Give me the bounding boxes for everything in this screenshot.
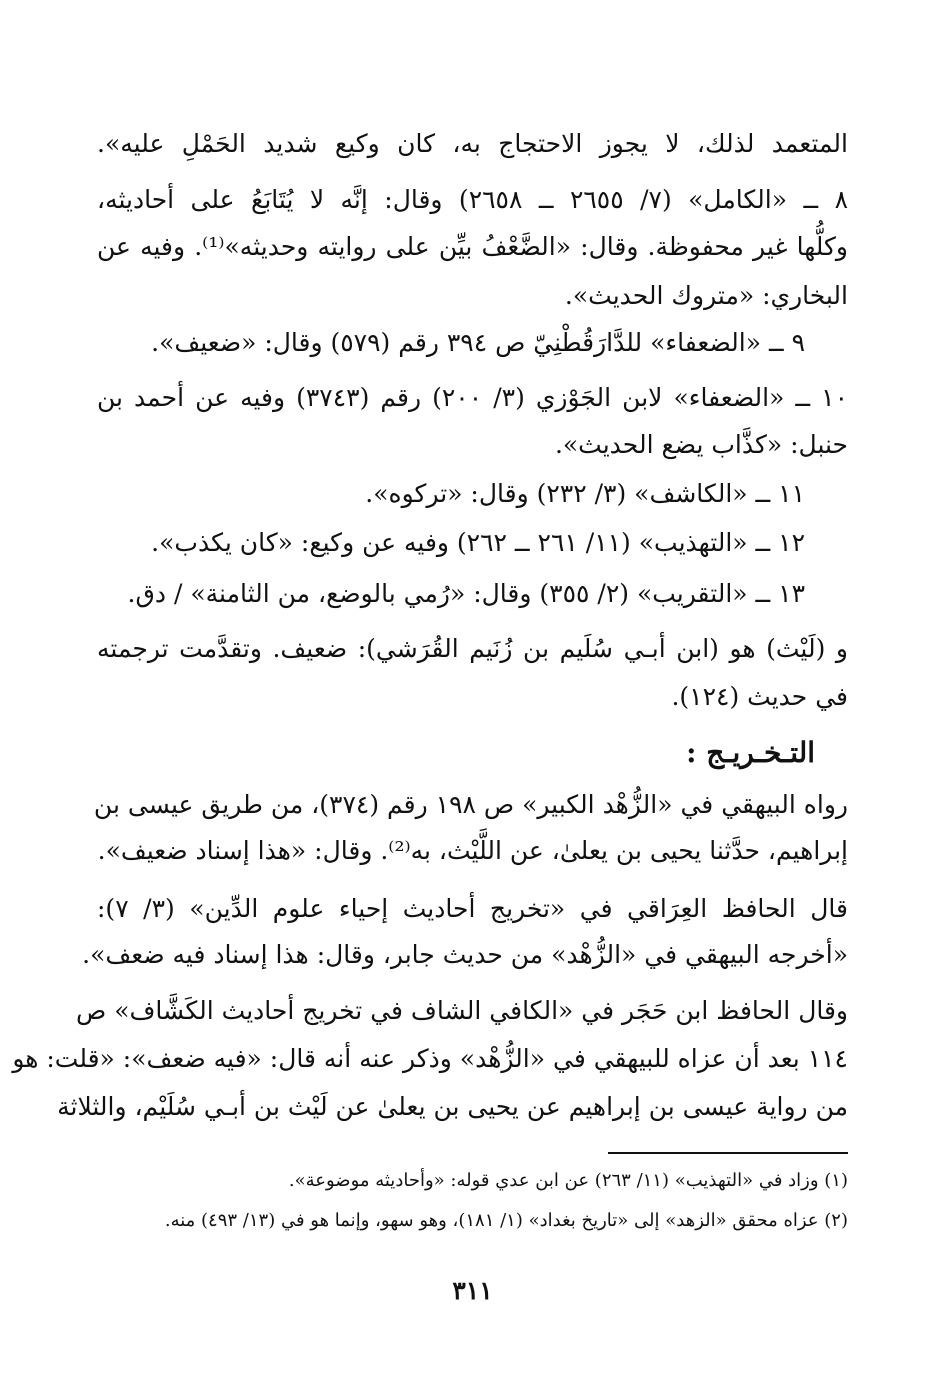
body-line-15: قال الحافظ العِرَاقي في «تخريج أحاديث إحياء علوم الدِّين» (٣/ ٧):	[97, 894, 848, 923]
body-line-10: ١٣ ــ «التقريب» (٢/ ٣٥٥) وقال: «رُمي بالوضع، من الثامنة» / دق.	[127, 579, 805, 608]
body-line-1: المتعمد لذلك، لا يجوز الاحتجاج به، كان وكيع شديد الحَمْلِ عليه».	[97, 129, 848, 158]
body-line-6: ١٠ ــ «الضعفاء» لابن الجَوْزي (٣/ ٢٠٠) رقم (٣٧٤٣) وفيه عن أحمد بن	[97, 383, 848, 412]
body-line-11: و (لَيْث) هو (ابن أبـي سُلَيم بن زُنَيم القُرَشي): ضعيف. وتقدَّمت ترجمته	[97, 634, 848, 663]
body-line-17: وقال الحافظ ابن حَجَر في «الكافي الشاف في تخريج أحاديث الكَشَّاف» ص	[76, 996, 848, 1025]
body-line-13: رواه البيهقي في «الزُّهْد الكبير» ص ١٩٨ رقم (٣٧٤)، من طريق عيسى بن	[93, 790, 848, 819]
footnote-separator	[608, 1152, 848, 1154]
footnote-1: (١) وزاد في «التهذيب» (١١/ ٢٦٣) عن ابن عدي قوله: «وأحاديثه موضوعة».	[288, 1170, 848, 1191]
footnote-2: (٢) عزاه محقق «الزهد» إلى «تاريخ بغداد» (١/ ١٨١)، وهو سهو، وإنما هو في (١٣/ ٤٩٣) منه.	[164, 1210, 848, 1231]
body-line-16: «أخرجه البيهقي في «الزُّهْد» من حديث جابر، وقال: هذا إسناد فيه ضعف».	[82, 940, 848, 969]
body-line-18: ١١٤ بعد أن عزاه للبيهقي في «الزُّهْد» وذكر عنه أنه قال: «فيه ضعف»: «قلت: هو	[12, 1044, 848, 1073]
page-number: ٣١١	[452, 1276, 493, 1305]
body-line-19: من رواية عيسى بن إبراهيم عن يحيى بن يعلىٰ عن لَيْث بن أبـي سُلَيْم، والثلاثة	[57, 1092, 848, 1121]
body-line-7: حنبل: «كذَّاب يضع الحديث».	[554, 430, 848, 459]
body-line-3: وكلُّها غير محفوظة. وقال: «الضَّعْفُ بيِّن على روايته وحديثه»⁽¹⁾. وفيه عن	[97, 232, 848, 261]
body-line-14: إبراهيم، حدَّثنا يحيى بن يعلىٰ، عن اللَّيْث، به⁽²⁾. وقال: «هذا إسناد ضعيف».	[97, 836, 848, 865]
body-line-8: ١١ ــ «الكاشف» (٣/ ٢٣٢) وقال: «تركوه».	[365, 479, 805, 508]
body-line-4: البخاري: «متروك الحديث».	[564, 281, 848, 310]
body-line-5: ٩ ــ «الضعفاء» للدَّارَقُطْنِيّ ص ٣٩٤ رقم (٥٧٩) وقال: «ضعيف».	[151, 328, 805, 357]
body-line-9: ١٢ ــ «التهذيب» (١١/ ٢٦١ ــ ٢٦٢) وفيه عن وكيع: «كان يكذب».	[151, 528, 805, 557]
body-line-12: في حديث (١٢٤).	[671, 682, 848, 711]
body-line-2: ٨ ــ «الكامل» (٧/ ٢٦٥٥ ــ ٢٦٥٨) وقال: إنَّه لا يُتَابَعُ على أحاديثه،	[97, 185, 848, 214]
section-heading: التـخـريـج :	[686, 736, 815, 769]
